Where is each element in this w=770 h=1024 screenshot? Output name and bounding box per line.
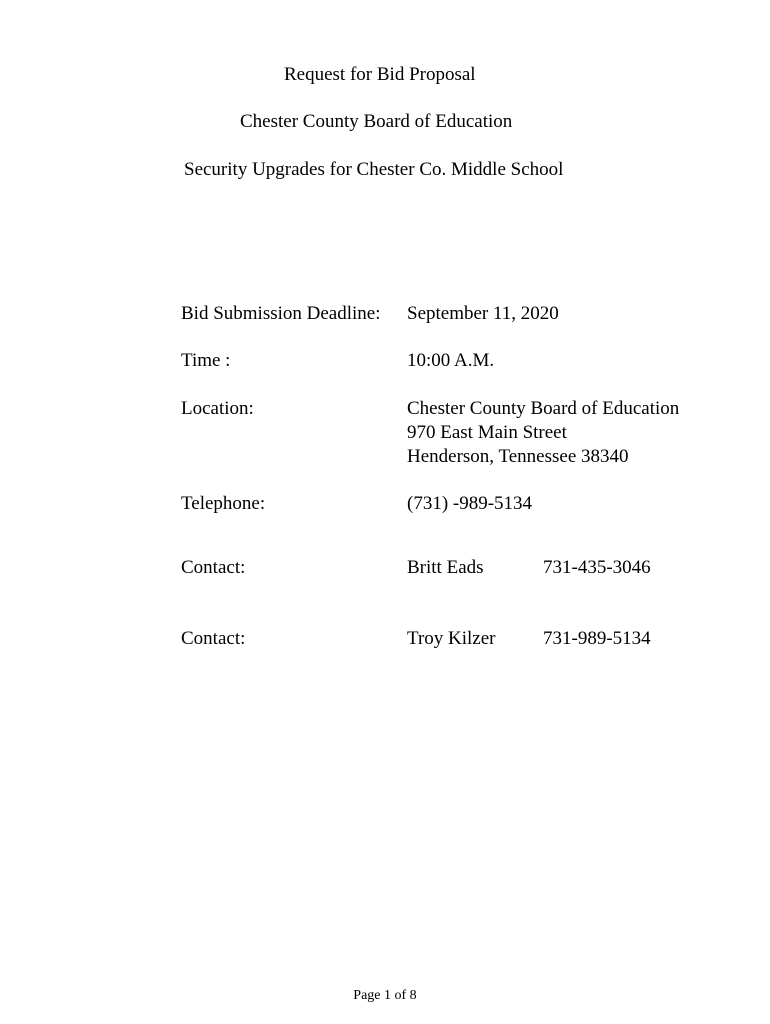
time-label: Time : xyxy=(181,350,231,371)
address-line-2: 970 East Main Street xyxy=(407,422,567,443)
title-project: Security Upgrades for Chester Co. Middle School xyxy=(184,159,564,180)
contact-1-phone: 731-435-3046 xyxy=(543,557,651,578)
location-address xyxy=(407,397,679,469)
telephone-value: (731) -989-5134 xyxy=(407,493,533,514)
title-organization: Chester County Board of Education xyxy=(240,111,513,132)
deadline-value: September 11, 2020 xyxy=(407,303,559,324)
contact-1-name: Britt Eads xyxy=(407,557,484,578)
title-request: Request for Bid Proposal xyxy=(284,64,476,85)
address-line-1: Chester County Board of Education xyxy=(407,398,680,419)
address-line-3: Henderson, Tennessee 38340 xyxy=(407,446,629,467)
contact-1-label: Contact: xyxy=(181,557,246,578)
telephone-label: Telephone: xyxy=(181,493,266,514)
contact-2-name: Troy Kilzer xyxy=(407,628,496,649)
contact-2-label: Contact: xyxy=(181,628,246,649)
page-number: Page 1 of 8 xyxy=(353,988,417,1003)
location-label: Location: xyxy=(181,398,254,419)
time-value: 10:00 A.M. xyxy=(407,350,495,371)
deadline-label: Bid Submission Deadline: xyxy=(181,303,381,324)
contact-2-phone: 731-989-5134 xyxy=(543,628,651,649)
